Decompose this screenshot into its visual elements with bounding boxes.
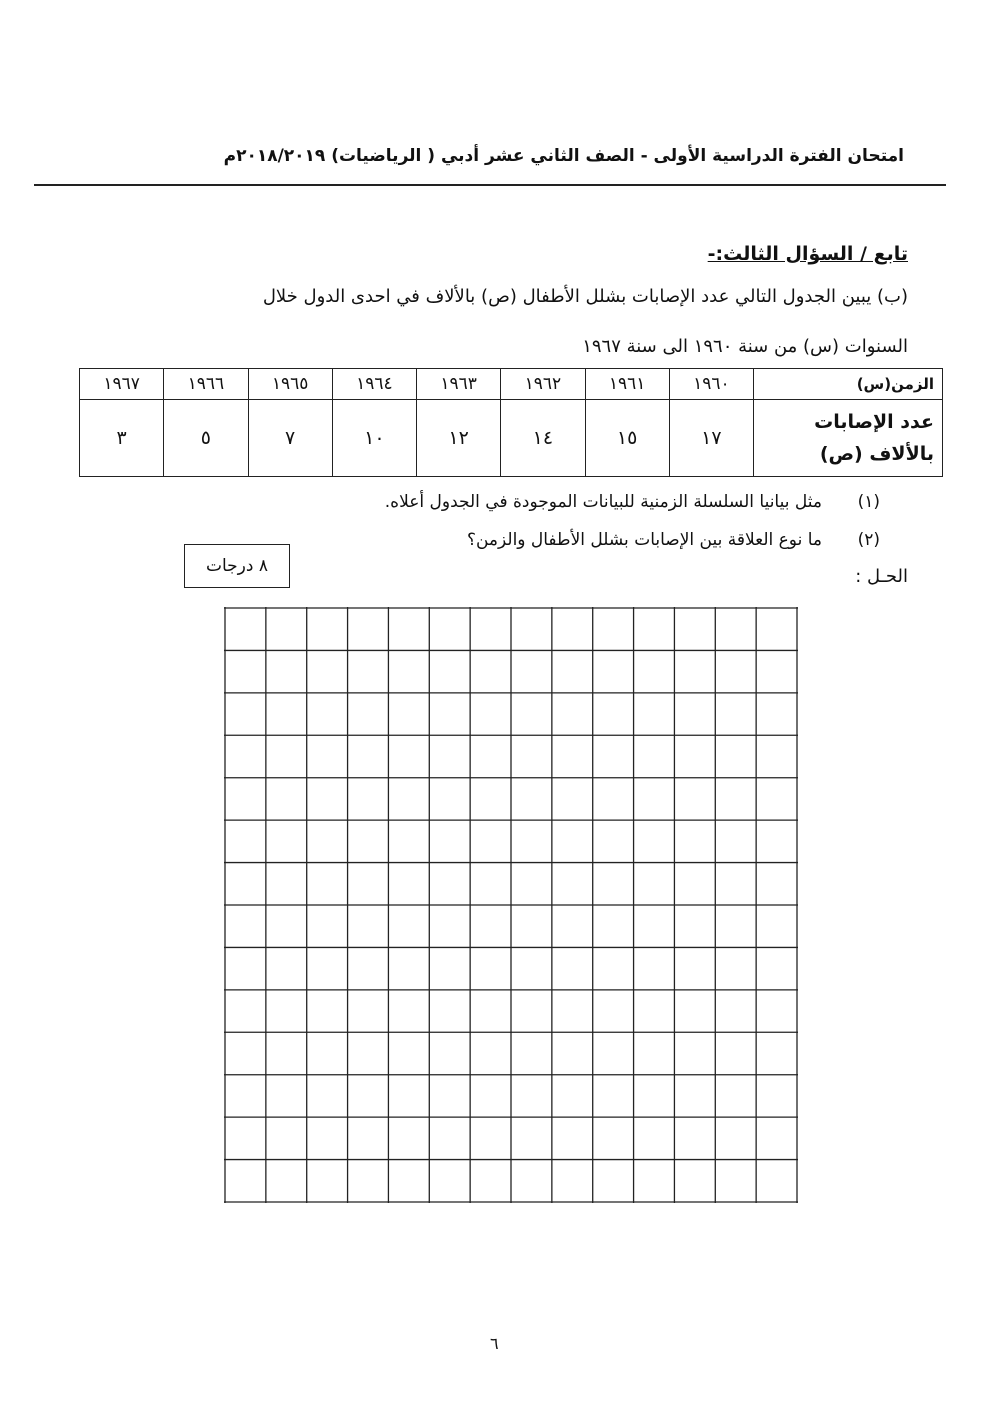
- task-1: [385, 492, 880, 512]
- table-cell-year: ١٩٦٥: [248, 369, 332, 400]
- table-cell-value: ٥: [164, 400, 248, 477]
- table-header-cases: [754, 400, 943, 477]
- task-2: [467, 530, 880, 550]
- table-cell-year: ١٩٦٦: [164, 369, 248, 400]
- graph-paper-grid[interactable]: [224, 607, 798, 1203]
- page-number: ٦: [490, 1334, 499, 1353]
- table-header-time: الزمن(س): [754, 369, 943, 400]
- table-cell-value: ١٧: [669, 400, 753, 477]
- table-cell-year: ١٩٦٣: [417, 369, 501, 400]
- table-cell-value: ١٤: [501, 400, 585, 477]
- question-intro-line-1: (ب) يبين الجدول التالي عدد الإصابات بشلل الأطفال (ص) بالألاف في احدى الدول خلال: [262, 286, 908, 307]
- task-2-text: ما نوع العلاقة بين الإصابات بشلل الأطفال والزمن؟: [466, 530, 822, 550]
- table-cell-value: ٧: [248, 400, 332, 477]
- table-cell-year: ١٩٦٧: [80, 369, 164, 400]
- marks-box: ٨ درجات: [184, 544, 290, 588]
- task-2-number: (٢): [857, 530, 880, 550]
- table-header-cases-line-2: بالألاف (ص): [819, 443, 934, 465]
- table-cell-value: ٣: [80, 400, 164, 477]
- task-1-number: (١): [857, 492, 880, 512]
- exam-header-title: امتحان الفترة الدراسية الأولى - الصف الثاني عشر أدبي ( الرياضيات) ٢٠١٨/٢٠١٩م: [223, 146, 904, 166]
- table-cell-value: ١٢: [417, 400, 501, 477]
- header-divider: [34, 184, 946, 186]
- table-cell-year: ١٩٦٤: [332, 369, 416, 400]
- table-row-values: [80, 400, 943, 477]
- question-intro-line-2: السنوات (س) من سنة ١٩٦٠ الى سنة ١٩٦٧: [582, 336, 908, 357]
- table-cell-value: ١٠: [332, 400, 416, 477]
- table-header-cases-line-1: عدد الإصابات: [814, 411, 934, 433]
- task-1-text: مثل بيانيا السلسلة الزمنية للبيانات الموجودة في الجدول أعلاه.: [384, 492, 822, 512]
- table-cell-year: ١٩٦٠: [669, 369, 753, 400]
- table-cell-value: ١٥: [585, 400, 669, 477]
- table-cell-year: ١٩٦٢: [501, 369, 585, 400]
- question-heading: تابع / السؤال الثالث:-: [707, 243, 908, 265]
- table-row-years: [80, 369, 943, 400]
- solution-label: الحـل :: [855, 566, 908, 587]
- table-cell-year: ١٩٦١: [585, 369, 669, 400]
- data-table: [79, 368, 943, 477]
